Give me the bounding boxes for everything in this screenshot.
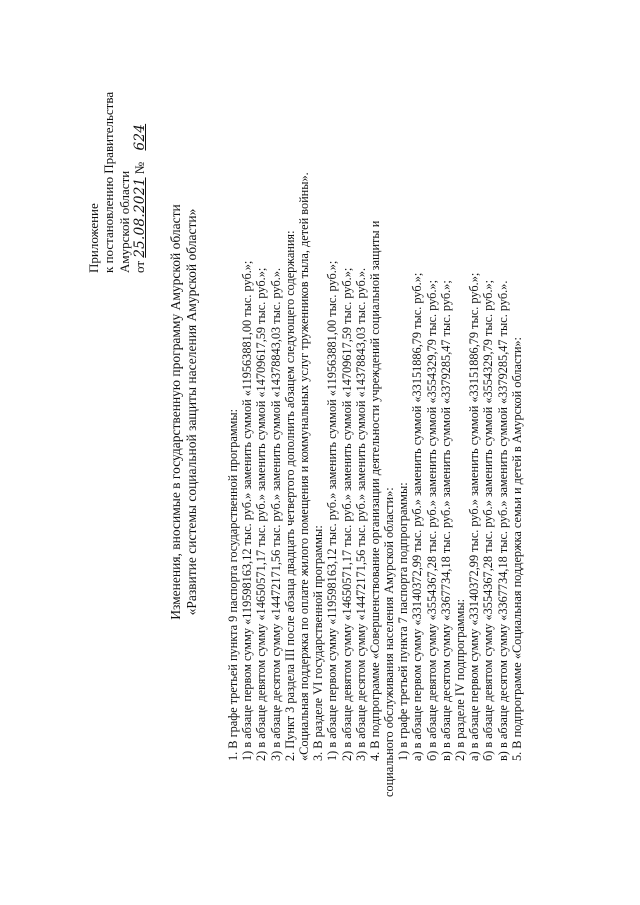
- handwritten-date: 25.08.2021: [131, 177, 148, 258]
- body-line: а) в абзаце первом сумму «33140372,99 тыс. руб.» заменить суммой «33151886,79 тыс. руб.»;: [410, 272, 425, 761]
- body-line: социального обслуживания населения Амурской области»:: [382, 487, 397, 797]
- body-line: 1) в графе третьей пункта 7 паспорта подпрограммы:: [396, 482, 411, 761]
- appendix-date-line: [132, 23, 148, 273]
- body-line: «Социальная поддержка по оплате жилого помещения и коммунальных услуг труженников тыла, детей войны».: [296, 172, 311, 761]
- body-line: 1) в абзаце первом сумму «119598163,12 тыс. руб.» заменить суммой «119563881,00 тыс. руб.»;: [240, 260, 255, 761]
- body-line: 2) в разделе IV подпрограммы:: [453, 598, 467, 761]
- number-prefix: №: [131, 161, 147, 175]
- body-line: 2) в абзаце девятом сумму «14650571,17 тыс. руб.» заменить суммой «14709617,59 тыс. руб.»;: [339, 267, 354, 761]
- body-line: 3. В разделе VI государственной программы:: [311, 525, 326, 761]
- heading-line-2: «Развитие системы социальной защиты населения Амурской области»: [184, 208, 199, 616]
- body-line: 3) в абзаце десятом сумму «14472171,56 тыс. руб.» заменить суммой «14378843,03 тыс. руб.».: [353, 267, 368, 761]
- body-line: а) в абзаце первом сумму «33140372,99 тыс. руб.» заменить суммой «33151886,79 тыс. руб.»;: [467, 272, 482, 761]
- body-line: в) в абзаце десятом сумму «3367734,18 тыс. руб.» заменить суммой «3379285,47 тыс. руб.»;: [438, 280, 453, 761]
- body-line: 1) в абзаце первом сумму «119598163,12 тыс. руб.» заменить суммой «119563881,00 тыс. руб.»;: [325, 260, 340, 761]
- body-line: 2. Пункт 3 раздела III после абзаца двадцать четвертого дополнить абзацем следующего содержания:: [282, 230, 297, 761]
- body-line: в) в абзаце десятом сумму «3367734,18 тыс. руб.» заменить суммой «3379285,47 тыс. руб.».: [495, 280, 510, 761]
- document-body: [226, 7, 524, 797]
- appendix-title: Приложение: [86, 203, 101, 273]
- body-line: б) в абзаце девятом сумму «3554367,28 тыс. руб.» заменить суммой «3554329,79 тыс. руб.»;: [424, 279, 439, 761]
- body-line: 4. В подпрограмме «Совершенствование организации деятельности учреждений социальной защиты и: [367, 220, 382, 761]
- date-prefix: от: [131, 260, 147, 273]
- body-line: 3) в абзаце десятом сумму «14472171,56 тыс. руб.» заменить суммой «14378843,03 тыс. руб.».: [268, 267, 283, 761]
- appendix-region-line: Амурской области: [116, 170, 132, 273]
- document-heading: [168, 87, 200, 737]
- body-line: 5. В подпрограмме «Социальная поддержка семьи и детей в Амурской области»:: [509, 337, 524, 761]
- body-line: 2) в абзаце девятом сумму «14650571,17 тыс. руб.» заменить суммой «14709617,59 тыс. руб.»;: [254, 267, 269, 761]
- appendix-resolution-line: к постановлению Правительства: [101, 91, 117, 273]
- appendix-block: [86, 23, 148, 273]
- heading-line-1: Изменения, вносимые в государственную программу Амурской области: [168, 204, 183, 620]
- body-line: б) в абзаце девятом сумму «3554367,28 тыс. руб.» заменить суммой «3554329,79 тыс. руб.»;: [481, 279, 496, 761]
- body-line: 1. В графе третьей пункта 9 паспорта государственной программы:: [226, 408, 240, 761]
- handwritten-number: 624: [131, 123, 148, 151]
